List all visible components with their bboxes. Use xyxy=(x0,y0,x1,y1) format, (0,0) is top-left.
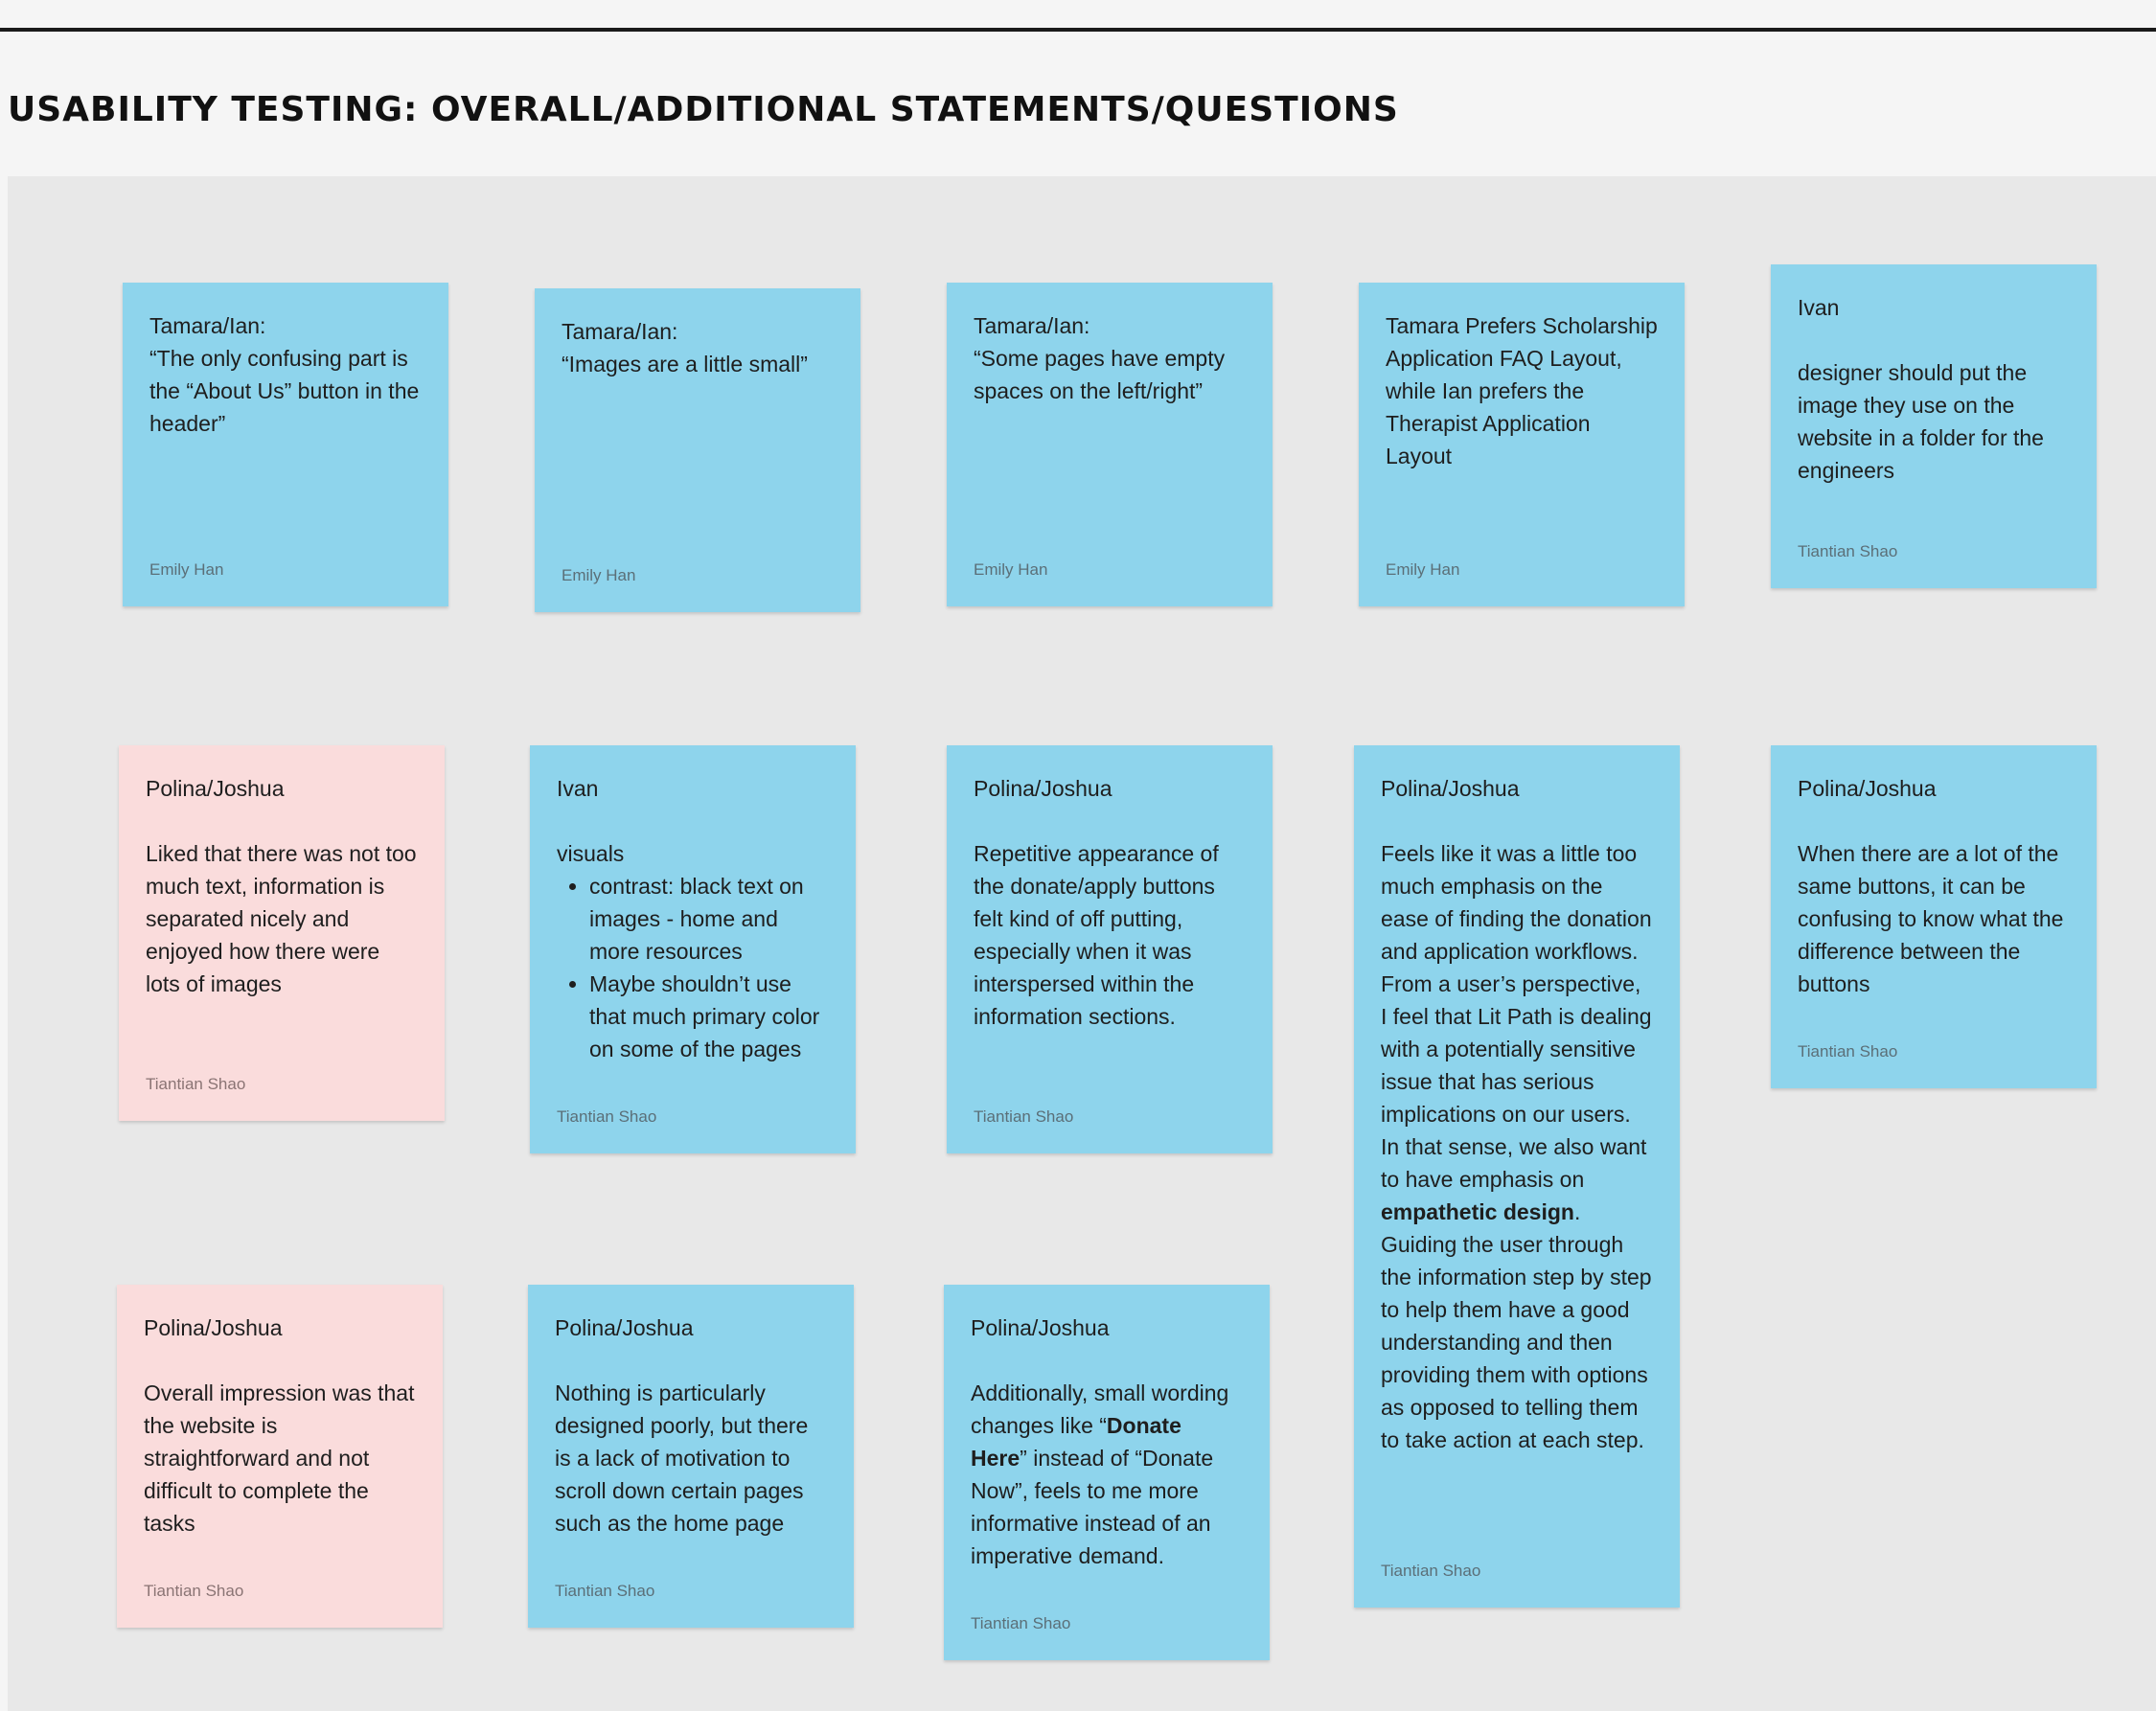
bullet-item: • contrast: black text on images - home and more resources xyxy=(589,870,829,968)
sticky-note[interactable] xyxy=(947,283,1273,606)
top-divider xyxy=(0,28,2156,32)
spacer xyxy=(1798,805,2070,837)
note-author: Tiantian Shao xyxy=(974,1107,1074,1126)
note-author: Tiantian Shao xyxy=(146,1075,246,1093)
note-speaker: Ivan xyxy=(557,776,599,801)
sticky-note[interactable] xyxy=(1354,745,1680,1608)
note-emphasis: empathetic design xyxy=(1381,1199,1574,1224)
note-emphasis: Donate Here xyxy=(971,1413,1181,1471)
sticky-note[interactable] xyxy=(123,283,448,606)
note-text: designer should put the image they use on the website in a folder for the engineers xyxy=(1798,360,2044,483)
spacer xyxy=(974,805,1246,837)
sticky-note[interactable] xyxy=(119,745,445,1121)
note-text-part: ” instead of “Donate Now”, feels to me more informative instead of an imperative demand. xyxy=(971,1446,1214,1568)
note-text xyxy=(1381,837,1653,1456)
note-author: Tiantian Shao xyxy=(144,1582,244,1600)
sticky-note[interactable] xyxy=(1771,264,2097,588)
page-title: USABILITY TESTING: OVERALL/ADDITIONAL STATEMENTS/QUESTIONS xyxy=(8,90,1399,129)
note-author: Emily Han xyxy=(149,560,224,579)
note-author: Emily Han xyxy=(1386,560,1460,579)
note-speaker: Ivan xyxy=(1798,295,1840,320)
spacer xyxy=(146,805,418,837)
note-author: Tiantian Shao xyxy=(1381,1562,1481,1580)
spacer xyxy=(1381,805,1653,837)
sticky-note[interactable] xyxy=(1771,745,2097,1088)
note-speaker: Polina/Joshua xyxy=(146,776,285,801)
spacer xyxy=(144,1344,416,1377)
note-author: Tiantian Shao xyxy=(971,1614,1071,1632)
bullet-list xyxy=(557,870,829,1065)
note-author: Emily Han xyxy=(974,560,1048,579)
note-speaker: Polina/Joshua xyxy=(144,1315,283,1340)
note-text: Nothing is particularly designed poorly, but there is a lack of motivation to scroll down certain pages such as the home page xyxy=(555,1380,809,1536)
note-author: Tiantian Shao xyxy=(557,1107,657,1126)
note-intro: visuals xyxy=(557,841,625,866)
note-text: Tamara Prefers Scholarship Application FAQ Layout, while Ian prefers the Therapist Application Layout xyxy=(1386,313,1658,468)
note-text-part: Feels like it was a little too much emphasis on the ease of finding the donation and application workflows. From a user’s perspective, I feel that Lit Path is dealing with a potentially sensitive issue that has serious implications on our users. In that sense, we also want to have emphasis on xyxy=(1381,841,1652,1192)
bullet-item: • Maybe shouldn’t use that much primary color on some of the pages xyxy=(589,968,829,1065)
spacer xyxy=(555,1344,827,1377)
note-speaker: Tamara/Ian: xyxy=(974,313,1090,338)
note-speaker: Polina/Joshua xyxy=(974,776,1112,801)
sticky-note[interactable] xyxy=(944,1285,1270,1660)
note-text: When there are a lot of the same buttons, it can be confusing to know what the difference between the buttons xyxy=(1798,841,2064,996)
spacer xyxy=(971,1344,1243,1377)
note-text: “The only confusing part is the “About Us” button in the header” xyxy=(149,346,420,436)
note-text: Overall impression was that the website is straightforward and not difficult to complete the tasks xyxy=(144,1380,415,1536)
note-author: Tiantian Shao xyxy=(1798,542,1898,560)
note-text-part: Additionally, small wording changes like “ xyxy=(971,1380,1229,1438)
spacer xyxy=(557,805,829,837)
spacer xyxy=(1798,324,2070,356)
sticky-note[interactable] xyxy=(947,745,1273,1153)
note-speaker: Polina/Joshua xyxy=(555,1315,694,1340)
sticky-note[interactable] xyxy=(535,288,860,612)
note-text: “Images are a little small” xyxy=(562,352,808,376)
note-speaker: Polina/Joshua xyxy=(971,1315,1110,1340)
note-author: Tiantian Shao xyxy=(555,1582,655,1600)
note-text-part: . Guiding the user through the information step by step to help them have a good understanding and then providing them with options as opposed to telling them to take action at each step. xyxy=(1381,1199,1652,1452)
note-speaker: Polina/Joshua xyxy=(1798,776,1937,801)
note-text: Repetitive appearance of the donate/apply buttons felt kind of off putting, especially when it was interspersed within the information sections. xyxy=(974,841,1219,1029)
note-text xyxy=(971,1377,1243,1572)
sticky-note[interactable] xyxy=(528,1285,854,1628)
note-text: Liked that there was not too much text, information is separated nicely and enjoyed how there were lots of images xyxy=(146,841,417,996)
sticky-note[interactable] xyxy=(117,1285,443,1628)
note-speaker: Tamara/Ian: xyxy=(562,319,678,344)
note-text: “Some pages have empty spaces on the left/right” xyxy=(974,346,1226,403)
note-speaker: Tamara/Ian: xyxy=(149,313,266,338)
note-speaker: Polina/Joshua xyxy=(1381,776,1520,801)
sticky-note[interactable] xyxy=(1359,283,1685,606)
sticky-note[interactable] xyxy=(530,745,856,1153)
note-author: Tiantian Shao xyxy=(1798,1042,1898,1061)
sticky-board xyxy=(8,176,2156,1711)
note-author: Emily Han xyxy=(562,566,636,584)
